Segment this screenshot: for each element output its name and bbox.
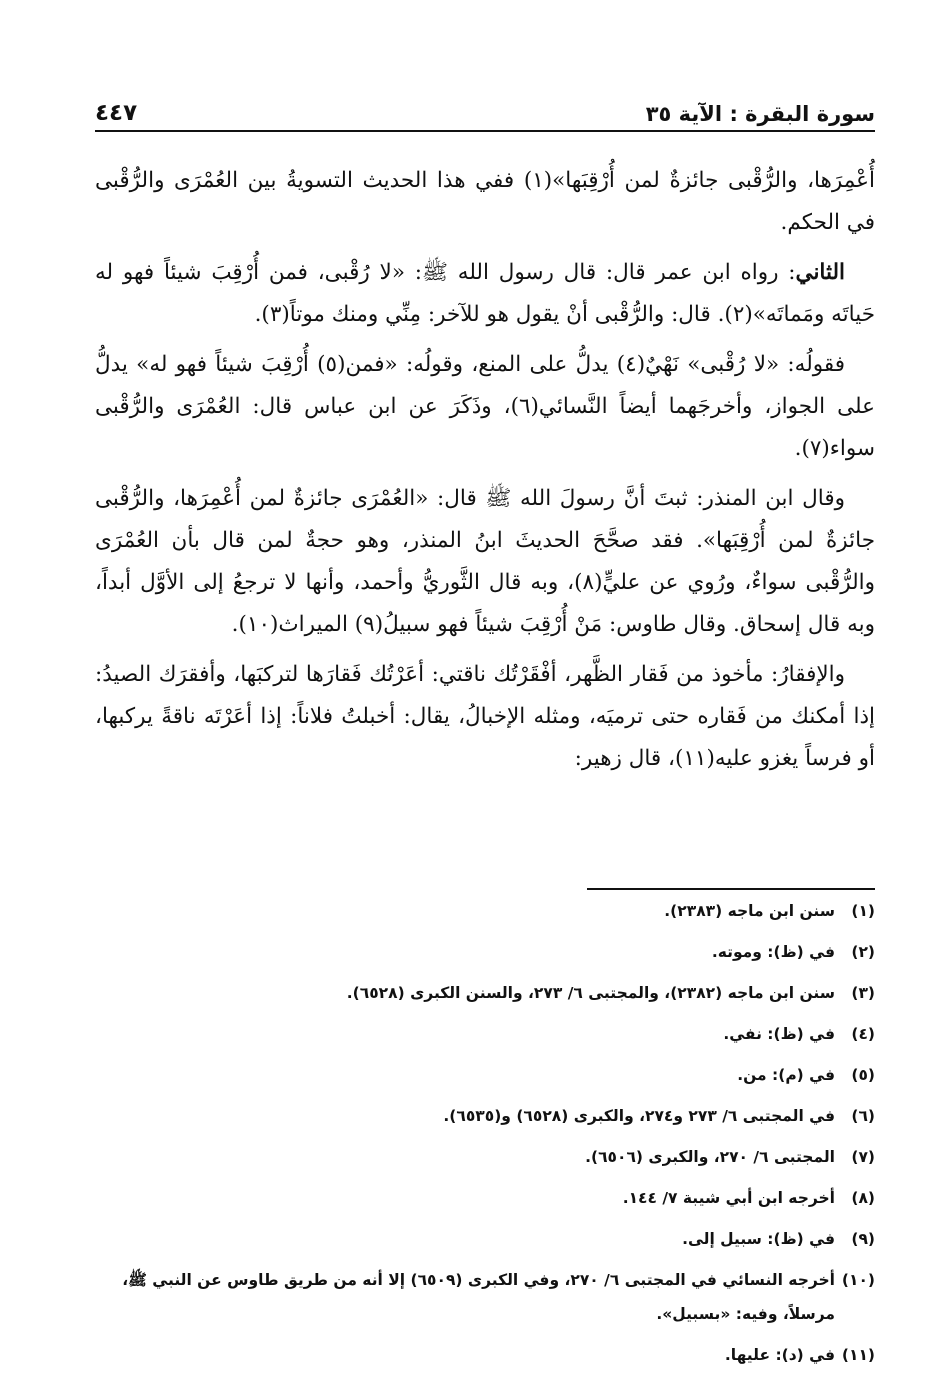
- footnote-text: سنن ابن ماجه (٢٣٨٢)، والمجتبى ٦/ ٢٧٣، والسنن الكبرى (٦٥٢٨).: [346, 984, 835, 1002]
- footnote: [95, 900, 875, 928]
- footnote: [95, 1228, 875, 1256]
- footnote-text: في المجتبى ٦/ ٢٧٣ و٢٧٤، والكبرى (٦٥٢٨) و(٦٥٣٥).: [443, 1107, 835, 1125]
- paragraph: أُعْمِرَها، والرُّقْبى جائزةٌ لمن أُرْقِبَها»(١) ففي هذا الحديث التسويةُ بين العُمْرَى والرُّقْبى في الحكم.: [95, 168, 875, 235]
- paragraph: وقال ابن المنذر: ثبتَ أنَّ رسولَ الله ﷺ قال: «العُمْرَى جائزةٌ لمن أُعْمِرَها، والرُّقْبى جائزةٌ لمن أُرْقِبَها». فقد صحَّحَ الحديثَ ابنُ المنذر، وهو حجةٌ لمن قال بأن العُمْرَى والرُّقْبى سواءٌ، ورُوي عن عليٍّ(٨)، وبه قال الثَّوريُّ وأحمد، وأنها لا ترجعُ إلى الأوَّل أبداً، وبه قال إسحاق. وقال طاوس: مَنْ أُرْقِبَ شيئاً فهو سبيلُ(٩) الميراث(١٠).: [95, 486, 875, 637]
- footnote-text: في (ظ): وموته.: [711, 943, 835, 961]
- footnote: [95, 941, 875, 969]
- footnote-number: (٦): [851, 1107, 875, 1125]
- paragraph: فقولُه: «لا رُقْبى» نَهْيٌ(٤) يدلُّ على المنع، وقولُه: «فمن(٥) أُرْقِبَ شيئاً فهو له» يدلُّ على الجواز، وأخرجَهما أيضاً النَّسائي(٦)، وذَكَرَ عن ابن عباس قال: العُمْرَى والرُّقْبى سواء(٧).: [95, 352, 875, 461]
- page-number: ٤٤٧: [95, 100, 138, 126]
- footnote-number: (١): [851, 902, 875, 920]
- paragraph-lead: الثاني: [795, 260, 845, 285]
- main-text: [95, 160, 875, 788]
- footnote-number: (٥): [851, 1066, 875, 1084]
- paragraph-text: رواه ابن عمر قال: قال رسول الله ﷺ: «لا رُقْبى، فمن أُرْقِبَ شيئاً فهو له حَياتَه ومَماتَه»(٢). قال: والرُّقْبى أنْ يقول هو للآخر: مِنِّي ومنك موتاً(٣).: [95, 260, 875, 327]
- footnote: [95, 1344, 875, 1372]
- footnote-text: في (ظ): سبيل إلى.: [682, 1230, 835, 1248]
- footnote-text: في (ظ): نفي.: [723, 1025, 835, 1043]
- footnote-text: أخرجه ابن أبي شيبة ٧/ ١٤٤.: [622, 1189, 835, 1207]
- footnote-number: (٤): [851, 1025, 875, 1043]
- footnote: [95, 1064, 875, 1092]
- footnote: [95, 1023, 875, 1051]
- footnote: [95, 1187, 875, 1215]
- footnote: [95, 1269, 875, 1331]
- footnote-number: (١١): [841, 1346, 875, 1364]
- footnote: [95, 1146, 875, 1174]
- paragraph: الثاني: رواه ابن عمر قال: قال رسول الله ﷺ: «لا رُقْبى، فمن أُرْقِبَ شيئاً فهو له حَياتَه ومَماتَه»(٢). قال: والرُّقْبى أنْ يقول هو للآخر: مِنِّي ومنك موتاً(٣).: [95, 260, 875, 327]
- footnote: [95, 982, 875, 1010]
- footnote-text: في (م): من.: [737, 1066, 835, 1084]
- footnote-number: (٩): [851, 1230, 875, 1248]
- paragraph: والإفقارُ: مأخوذ من فَقار الظَّهر، أفْقَرْتُك ناقتي: أعَرْتُك فَقارَها لتركبَها، وأفقرَك الصيدُ: إذا أمكنك من فَقاره حتى ترميَه، ومثله الإخبالُ، يقال: أخبلتُ فلاناً: إذا أعَرْتَه ناقةً يركبها، أو فرساً يغزو عليه(١١)، قال زهير:: [95, 662, 875, 771]
- footnote-text: سنن ابن ماجه (٢٣٨٣).: [664, 902, 835, 920]
- footnote-number: (٢): [851, 943, 875, 961]
- running-header: [95, 92, 875, 132]
- footnote-text: أخرجه النسائي في المجتبى ٦/ ٢٧٠، وفي الكبرى (٦٥٠٩) إلا أنه من طريق طاوس عن النبي ﷺ، مرسلاً، وفيه: «بسبيل».: [122, 1271, 835, 1323]
- footnote: [95, 1105, 875, 1133]
- footnote-text: في (د): عليها.: [724, 1346, 835, 1364]
- footnotes: [95, 900, 875, 1385]
- footnote-text: المجتبى ٦/ ٢٧٠، والكبرى (٦٥٠٦).: [585, 1148, 835, 1166]
- footnote-number: (٨): [851, 1189, 875, 1207]
- footnote-separator: [587, 888, 875, 890]
- footnote-number: (٧): [851, 1148, 875, 1166]
- footnote-number: (٣): [851, 984, 875, 1002]
- running-title: سورة البقرة : الآية ٣٥: [645, 102, 875, 126]
- footnote-number: (١٠): [841, 1271, 875, 1289]
